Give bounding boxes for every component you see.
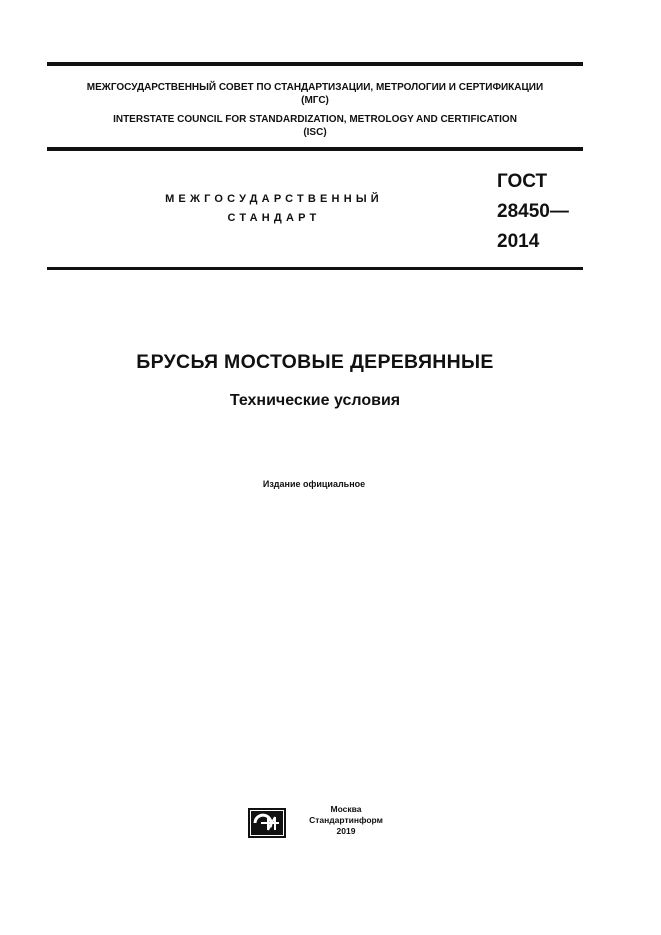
document-title: БРУСЬЯ МОСТОВЫЕ ДЕРЕВЯННЫЕ: [136, 351, 494, 373]
gost-designation: [497, 167, 569, 257]
council-en: [47, 113, 583, 139]
designation-rule: [47, 267, 583, 270]
edition-note: Издание официальное: [262, 479, 366, 489]
gost-year: 2014: [497, 231, 540, 252]
publisher-name: Стандартинформ: [309, 815, 383, 825]
standard-type-line2: СТАНДАРТ: [227, 212, 321, 224]
council-ru-abbr: (МГС): [301, 95, 329, 106]
standartinform-logo-icon: [248, 808, 286, 838]
council-ru: [47, 81, 583, 107]
council-en-abbr: (ISC): [303, 127, 327, 138]
gost-number: 28450—: [497, 201, 569, 222]
publisher-info: [296, 804, 396, 837]
publisher-city: Москва: [330, 804, 362, 814]
council-en-name: INTERSTATE COUNCIL FOR STANDARDIZATION, METROLOGY AND CERTIFICATION: [113, 114, 517, 125]
gost-label: ГОСТ: [497, 171, 548, 192]
header-rule: [47, 147, 583, 151]
publisher-year: 2019: [336, 826, 356, 836]
standard-type-line1: МЕЖГОСУДАРСТВЕННЫЙ: [165, 193, 383, 205]
top-rule: [47, 62, 583, 66]
council-ru-name: МЕЖГОСУДАРСТВЕННЫЙ СОВЕТ ПО СТАНДАРТИЗАЦИИ, МЕТРОЛОГИИ И СЕРТИФИКАЦИИ: [86, 82, 544, 93]
document-subtitle: Технические условия: [229, 392, 401, 409]
